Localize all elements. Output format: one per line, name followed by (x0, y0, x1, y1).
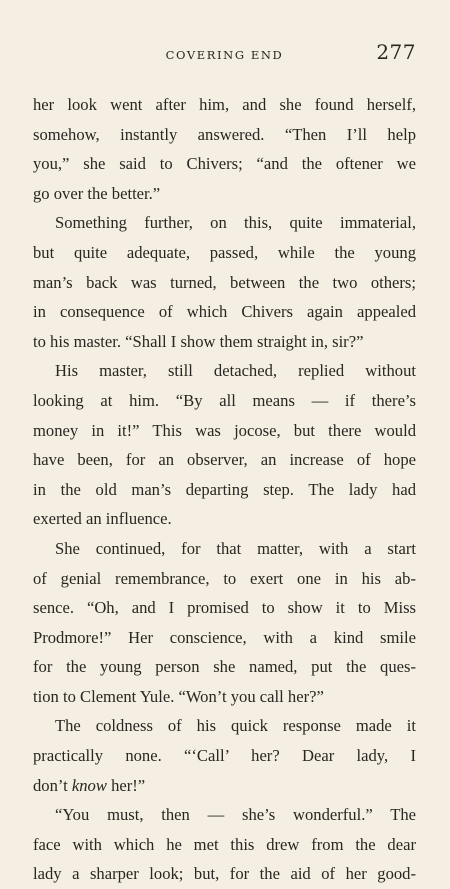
text-line: Something further, on this, quite immaterial, (55, 213, 416, 233)
text-line: Prodmore!” Her conscience, with a kind smile (33, 627, 416, 647)
text-line: looking at him. “By all means — if there’s (33, 390, 416, 410)
text-line: sence. “Oh, and I promised to show it to Miss (33, 598, 416, 618)
text-line: go over the better.” (33, 183, 161, 203)
text-line: have been, for an observer, an increase of hope (33, 450, 416, 470)
italic-word: know (71, 775, 107, 795)
text-line: “You must, then — she’s wonderful.” The (55, 805, 416, 825)
text-line: in the old man’s departing step. The lady had (33, 479, 416, 499)
text-line: exerted an influence. (33, 509, 172, 529)
text-line: man’s back was turned, between the two others; (33, 272, 416, 292)
text-line: face with which he met this drew from the dear (33, 834, 416, 854)
text-line: She continued, for that matter, with a start (55, 538, 416, 558)
running-title: COVERING END (165, 48, 284, 62)
text-line: but quite adequate, passed, while the young (33, 242, 416, 262)
page-number: 277 (376, 40, 416, 64)
text-line: to his master. “Shall I show them straight in, sir?” (33, 331, 364, 351)
running-head (33, 40, 416, 68)
text-line: The coldness of his quick response made it (55, 716, 416, 736)
text-segment: her!” (106, 775, 146, 795)
text-line: tion to Clement Yule. “Won’t you call her?” (33, 686, 324, 706)
text-line: in consequence of which Chivers again appealed (33, 302, 416, 322)
text-line: practically none. “‘Call’ her? Dear lady, I (33, 746, 416, 766)
body-text (33, 90, 416, 889)
text-line-with-italic (33, 771, 416, 801)
text-line: her look went after him, and she found herself, (33, 95, 416, 114)
text-segment: don’t (33, 775, 68, 795)
text-line: for the young person she named, put the ques- (33, 657, 416, 677)
text-line: money in it!” This was jocose, but there would (33, 420, 416, 440)
text-line: of genial remembrance, to exert one in his ab- (33, 568, 416, 588)
text-line: you,” she said to Chivers; “and the oftener we (33, 154, 416, 174)
text-line: somehow, instantly answered. “Then I’ll help (33, 124, 416, 144)
text-line: lady a sharper look; but, for the aid of her good- (33, 864, 416, 884)
text-line: His master, still detached, replied without (55, 361, 416, 381)
